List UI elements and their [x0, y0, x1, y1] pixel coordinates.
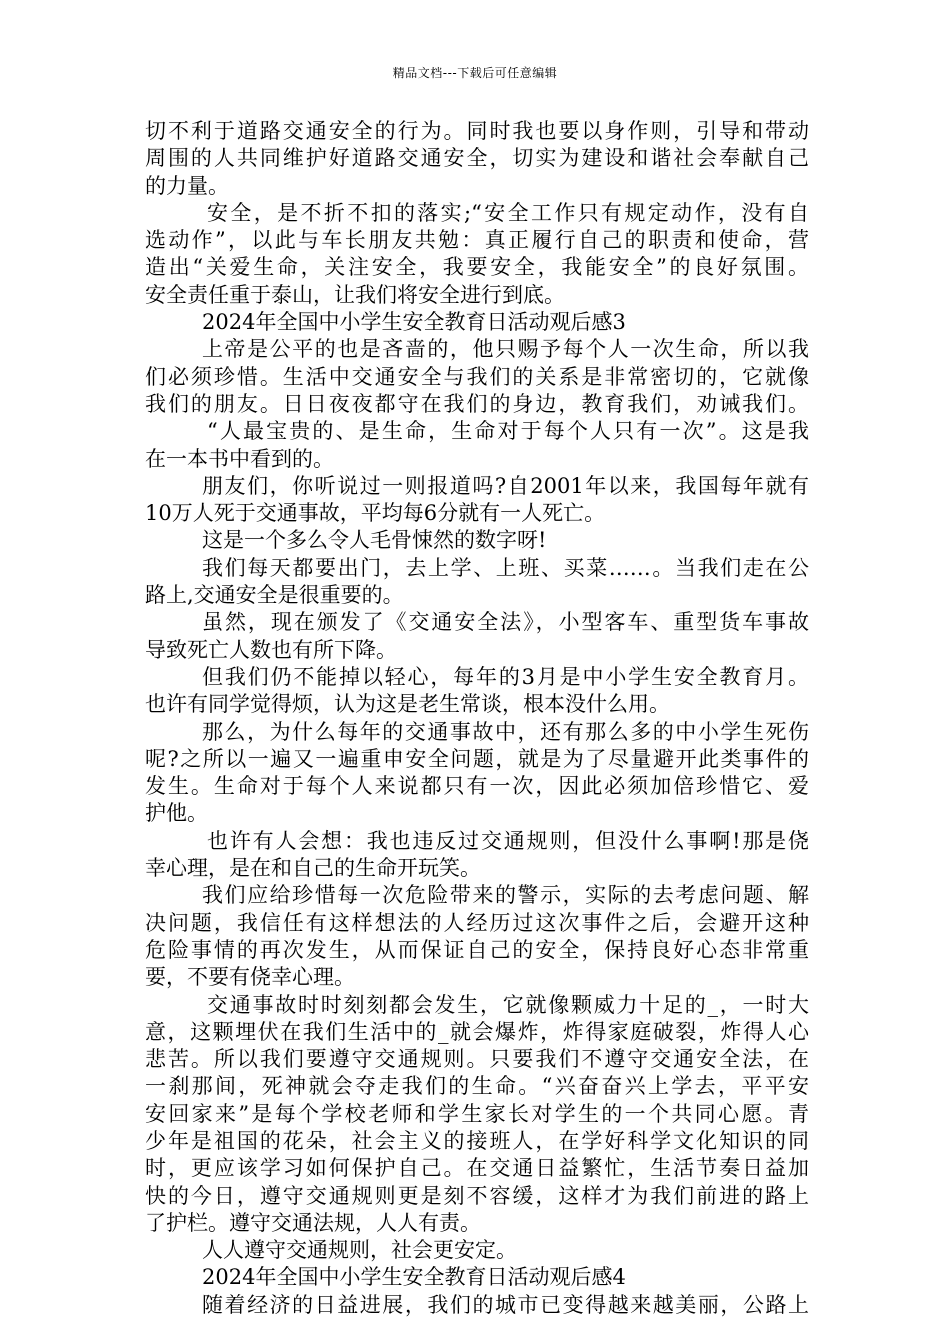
- text-line: 也许有人会想：我也违反过交通规则，但没什么事啊!那是侥: [207, 828, 809, 853]
- text-line: 快的今日，遵守交通规则更是刻不容缓，这样才为我们前进的路上: [145, 1183, 809, 1208]
- text-line: “人最宝贵的、是生命，生命对于每个人只有一次”。这是我: [207, 419, 809, 444]
- text-line: 切不利于道路交通安全的行为。同时我也要以身作则，引导和带动: [145, 119, 809, 143]
- document-body: [145, 118, 809, 1319]
- text-line: 悲苦。所以我们要遵守交通规则。只要我们不遵守交通安全法，在: [145, 1047, 809, 1072]
- text-line: 我们应给珍惜每一次危险带来的警示，实际的去考虑问题、解: [202, 883, 809, 908]
- text-line: 那么，为什么每年的交通事故中，还有那么多的中小学生死伤: [202, 719, 809, 744]
- text-line: 在一本书中看到的。: [145, 446, 334, 471]
- text-line: 安全责任重于泰山，让我们将安全进行到底。: [145, 282, 565, 307]
- text-line: 一刹那间，死神就会夺走我们的生命。“兴奋奋兴上学去，平平安: [145, 1074, 809, 1099]
- text-line: 2024年全国中小学生安全教育日活动观后感3: [202, 310, 626, 335]
- text-line: 这是一个多么令人毛骨悚然的数字呀!: [202, 528, 547, 553]
- text-line: 路上,交通安全是很重要的。: [145, 583, 404, 608]
- text-line: 的力量。: [145, 173, 229, 198]
- text-line: 呢?之所以一遍又一遍重申安全问题，就是为了尽量避开此类事件的: [145, 746, 809, 771]
- text-line: 危险事情的再次发生，从而保证自己的安全，保持良好心态非常重: [145, 937, 809, 962]
- text-line: 人人遵守交通规则，社会更安定。: [202, 1238, 517, 1263]
- text-line: 发生。生命对于每个人来说都只有一次，因此必须加倍珍惜它、爱: [145, 774, 809, 799]
- page-header: 精品文档---下载后可任意编辑: [392, 66, 558, 80]
- text-line: 虽然，现在颁发了《交通安全法》，小型客车、重型货车事故: [202, 610, 809, 635]
- text-line: 交通事故时时刻刻都会发生，它就像颗威力十足的_，一时大: [207, 992, 809, 1017]
- text-line: 但我们仍不能掉以轻心，每年的3月是中小学生安全教育月。: [202, 664, 809, 689]
- text-line: 了护栏。遵守交通法规，人人有责。: [145, 1210, 481, 1235]
- text-line: 上帝是公平的也是吝啬的，他只赐予每个人一次生命，所以我: [202, 337, 809, 362]
- text-line: 安回家来”是每个学校老师和学生家长对学生的一个共同心愿。青: [145, 1101, 809, 1126]
- text-line: 时，更应该学习如何保护自己。在交通日益繁忙，生活节奏日益加: [145, 1156, 809, 1181]
- text-line: 导致死亡人数也有所下降。: [145, 637, 397, 662]
- text-line: 护他。: [145, 801, 208, 826]
- text-line: 选动作”，以此与车长朋友共勉：真正履行自己的职责和使命，营: [145, 228, 809, 253]
- text-line: 我们每天都要出门，去上学、上班、买菜……。当我们走在公: [202, 555, 809, 580]
- text-line: 少年是祖国的花朵，社会主义的接班人，在学好科学文化知识的同: [145, 1128, 809, 1153]
- text-line: 我们的朋友。日日夜夜都守在我们的身边，教育我们，劝诫我们。: [145, 391, 809, 416]
- text-line: 周围的人共同维护好道路交通安全，切实为建设和谐社会奉献自己: [145, 146, 809, 171]
- text-line: 2024年全国中小学生安全教育日活动观后感4: [202, 1265, 626, 1290]
- text-line: 幸心理，是在和自己的生命开玩笑。: [145, 856, 481, 881]
- text-line: 意，这颗埋伏在我们生活中的_就会爆炸，炸得家庭破裂，炸得人心: [145, 1019, 809, 1044]
- text-line: 10万人死于交通事故，平均每6分就有一人死亡。: [145, 501, 606, 526]
- text-line: 朋友们，你听说过一则报道吗?自2001年以来，我国每年就有: [202, 473, 809, 498]
- text-line: 安全，是不折不扣的落实;“安全工作只有规定动作，没有自: [207, 200, 809, 225]
- text-line: 造出“关爱生命，关注安全，我要安全，我能安全”的良好氛围。: [145, 255, 809, 280]
- text-line: 要，不要有侥幸心理。: [145, 965, 355, 990]
- text-line: 也许有同学觉得烦，认为这是老生常谈，根本没什么用。: [145, 692, 670, 717]
- text-line: 们必须珍惜。生活中交通安全与我们的关系是非常密切的，它就像: [145, 364, 809, 389]
- text-line: 随着经济的日益进展，我们的城市已变得越来越美丽，公路上: [202, 1292, 809, 1317]
- text-line: 决问题，我信任有这样想法的人经历过这次事件之后，会避开这种: [145, 910, 809, 935]
